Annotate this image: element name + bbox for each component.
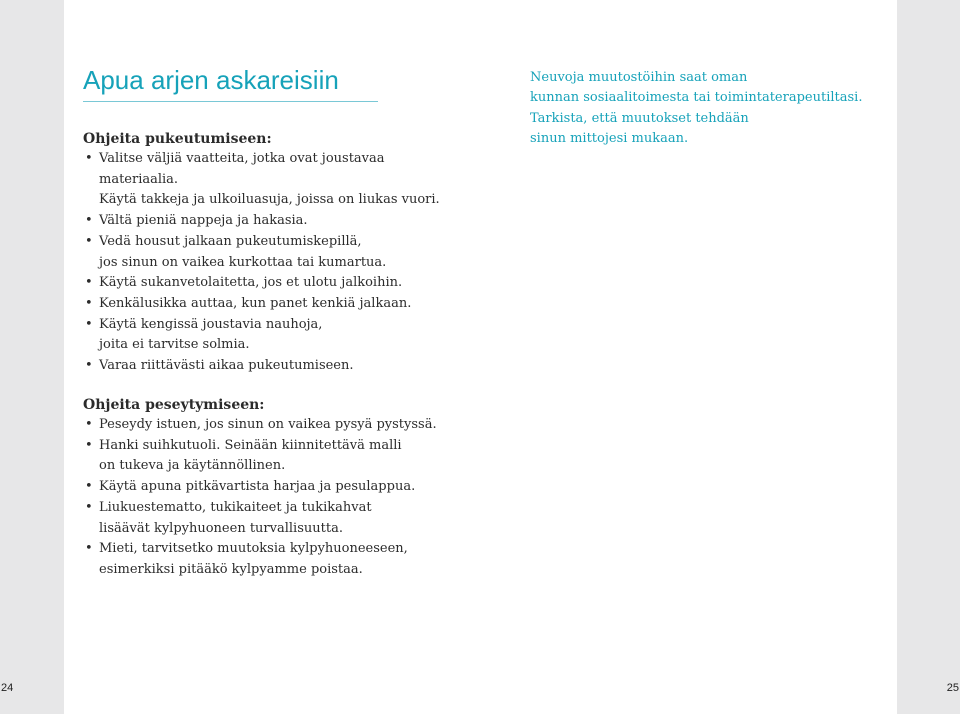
list-item-text: Käytä kengissä joustavia nauhoja, joita ei tarvitse solmia. (99, 316, 323, 353)
title-underline (83, 101, 378, 102)
list-item-text: Mieti, tarvitsetko muutoksia kylpyhuoneeseen, esimerkiksi pitääkö kylpyamme poistaa. (99, 541, 408, 577)
bullet-icon: • (85, 316, 93, 332)
washing-list (83, 415, 437, 581)
list-item (83, 232, 440, 273)
list-item-text: Kenkälusikka auttaa, kun panet kenkiä jalkaan. (99, 295, 412, 311)
bullet-icon: • (85, 437, 93, 453)
bullet-icon: • (85, 233, 93, 249)
dressing-section (83, 129, 440, 377)
list-item-text: Liukuestematto, tukikaiteet ja tukikahvat lisäävät kylpyhuoneen turvallisuutta. (99, 499, 372, 536)
list-item (83, 273, 440, 294)
bullet-icon: • (85, 295, 93, 311)
bullet-icon: • (85, 479, 93, 495)
bullet-icon: • (85, 151, 93, 166)
bullet-icon: • (85, 275, 93, 291)
list-item-text: Hanki suihkutuoli. Seinään kiinnitettävä malli on tukeva ja käytännöllinen. (99, 437, 402, 474)
washing-section (83, 395, 437, 581)
page-number-left: 24 (1, 682, 14, 694)
list-item (83, 498, 437, 539)
list-item-text: Valitse väljiä vaatteita, jotka ovat joustavaa materiaalia. Käytä takkeja ja ulkoiluasuja, joissa on liukas vuori. (99, 151, 440, 208)
bullet-icon: • (85, 213, 93, 229)
list-item (83, 415, 437, 436)
list-item-text: Vältä pieniä nappeja ja hakasia. (99, 213, 308, 229)
bullet-icon: • (85, 417, 93, 432)
list-item-text: Käytä apuna pitkävartista harjaa ja pesulappua. (99, 479, 416, 495)
side-note: Neuvoja muutostöihin saat oman kunnan sosiaalitoimesta tai toimintaterapeutiltasi. Tarkista, että muutokset tehdään sinun mittojesi mukaan. (530, 70, 863, 147)
bullet-icon: • (85, 499, 93, 515)
page-title: Apua arjen askareisiin (83, 65, 339, 95)
washing-heading: Ohjeita peseytymiseen: (83, 397, 265, 413)
list-item-text: Vedä housut jalkaan pukeutumiskepillä, jos sinun on vaikea kurkottaa tai kumartua. (99, 233, 387, 270)
dressing-list (83, 149, 440, 377)
list-item (83, 315, 440, 356)
list-item (83, 539, 437, 580)
bullet-icon: • (85, 541, 93, 557)
list-item-text: Käytä sukanvetolaitetta, jos et ulotu jalkoihin. (99, 275, 403, 291)
bullet-icon: • (85, 358, 93, 374)
list-item-text: Peseydy istuen, jos sinun on vaikea pysyä pystyssä. (99, 417, 437, 432)
list-item (83, 356, 440, 377)
list-item (83, 294, 440, 315)
list-item (83, 477, 437, 498)
list-item (83, 436, 437, 477)
list-item (83, 211, 440, 232)
page-number-right: 25 (946, 682, 959, 694)
list-item-text: Varaa riittävästi aikaa pukeutumiseen. (99, 358, 354, 374)
list-item (83, 149, 440, 211)
dressing-heading: Ohjeita pukeutumiseen: (83, 131, 272, 147)
